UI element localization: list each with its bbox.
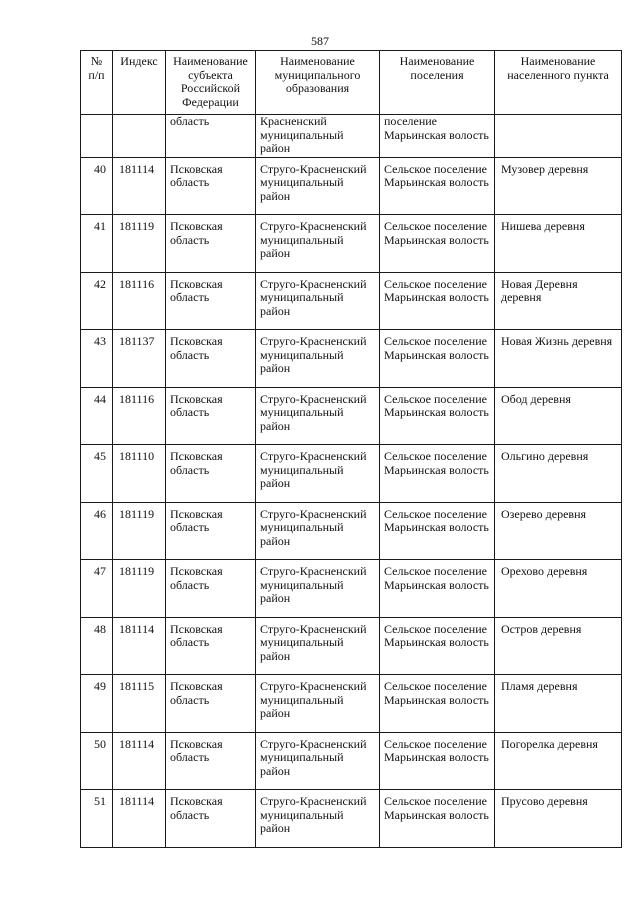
table-row — [81, 675, 622, 733]
cell-locality: Новая Жизнь деревня — [495, 330, 622, 388]
cell-index — [113, 115, 166, 158]
cell-number: 42 — [81, 272, 113, 330]
header-index: Индекс — [113, 51, 166, 115]
cell-index: 181119 — [113, 502, 166, 560]
table-row — [81, 330, 622, 388]
cell-index: 181114 — [113, 617, 166, 675]
cell-settlement: Сельское поселение Марьинская волость — [380, 215, 495, 273]
cell-settlement: Сельское поселение Марьинская волость — [380, 502, 495, 560]
header-region: Наименование субъекта Российской Федерации — [166, 51, 256, 115]
cell-index: 181137 — [113, 330, 166, 388]
header-municipality: Наименование муниципального образования — [256, 51, 380, 115]
header-number: № п/п — [81, 51, 113, 115]
cell-settlement: Сельское поселение Марьинская волость — [380, 445, 495, 503]
table-row — [81, 502, 622, 560]
cell-municipality: Струго-Красненский муниципальный район — [256, 330, 380, 388]
cell-number: 47 — [81, 560, 113, 618]
cell-index: 181116 — [113, 387, 166, 445]
settlements-table — [80, 50, 622, 848]
cell-municipality: Струго-Красненский муниципальный район — [256, 272, 380, 330]
cell-number: 48 — [81, 617, 113, 675]
cell-settlement: Сельское поселение Марьинская волость — [380, 560, 495, 618]
cell-index: 181119 — [113, 215, 166, 273]
cell-number: 50 — [81, 732, 113, 790]
cell-region: Псковская область — [166, 502, 256, 560]
table-row — [81, 387, 622, 445]
cell-locality: Музовер деревня — [495, 157, 622, 215]
cell-number — [81, 115, 113, 158]
cell-region: область — [166, 115, 256, 158]
cell-settlement: Сельское поселение Марьинская волость — [380, 157, 495, 215]
cell-locality: Погорелка деревня — [495, 732, 622, 790]
cell-number: 40 — [81, 157, 113, 215]
table-row — [81, 790, 622, 848]
cell-locality: Прусово деревня — [495, 790, 622, 848]
cell-municipality: Струго-Красненский муниципальный район — [256, 560, 380, 618]
cell-locality: Обод деревня — [495, 387, 622, 445]
cell-settlement: Сельское поселение Марьинская волость — [380, 330, 495, 388]
cell-locality: Нишева деревня — [495, 215, 622, 273]
cell-index: 181116 — [113, 272, 166, 330]
cell-municipality: Красненский муниципальный район — [256, 115, 380, 158]
cell-number: 43 — [81, 330, 113, 388]
cell-settlement: Сельское поселение Марьинская волость — [380, 732, 495, 790]
cell-number: 51 — [81, 790, 113, 848]
cell-locality: Остров деревня — [495, 617, 622, 675]
cell-index: 181110 — [113, 445, 166, 503]
header-locality: Наименование населенного пункта — [495, 51, 622, 115]
cell-region: Псковская область — [166, 330, 256, 388]
cell-region: Псковская область — [166, 215, 256, 273]
cell-locality: Озерево деревня — [495, 502, 622, 560]
cell-number: 45 — [81, 445, 113, 503]
cell-locality: Пламя деревня — [495, 675, 622, 733]
table-row — [81, 157, 622, 215]
cell-settlement: поселение Марьинская волость — [380, 115, 495, 158]
cell-municipality: Струго-Красненский муниципальный район — [256, 732, 380, 790]
cell-index: 181114 — [113, 732, 166, 790]
cell-number: 49 — [81, 675, 113, 733]
table-row — [81, 732, 622, 790]
cell-locality: Новая Деревня деревня — [495, 272, 622, 330]
cell-settlement: Сельское поселение Марьинская волость — [380, 790, 495, 848]
cell-number: 41 — [81, 215, 113, 273]
cell-number: 46 — [81, 502, 113, 560]
cell-locality: Ольгино деревня — [495, 445, 622, 503]
cell-settlement: Сельское поселение Марьинская волость — [380, 675, 495, 733]
cell-municipality: Струго-Краcненский муниципальный район — [256, 790, 380, 848]
cell-municipality: Струго-Красненский муниципальный район — [256, 502, 380, 560]
cell-locality: Орехово деревня — [495, 560, 622, 618]
cell-municipality: Струго-Красненский муниципальный район — [256, 445, 380, 503]
cell-number: 44 — [81, 387, 113, 445]
cell-region: Псковская область — [166, 675, 256, 733]
cell-settlement: Сельское поселение Марьинская волость — [380, 272, 495, 330]
cell-municipality: Струго-Красненский муниципальный район — [256, 215, 380, 273]
table-row — [81, 445, 622, 503]
table-row — [81, 215, 622, 273]
cell-municipality: Струго-Красненский муниципальный район — [256, 157, 380, 215]
cell-region: Псковская область — [166, 790, 256, 848]
cell-locality — [495, 115, 622, 158]
cell-municipality: Струго-Красненский муниципальный район — [256, 675, 380, 733]
cell-settlement: Сельское поселение Марьинская волость — [380, 617, 495, 675]
cell-region: Псковская область — [166, 732, 256, 790]
table-row — [81, 617, 622, 675]
table-body — [81, 115, 622, 848]
table-row-continuation — [81, 115, 622, 158]
table-row — [81, 272, 622, 330]
cell-settlement: Сельское поселение Марьинская волость — [380, 387, 495, 445]
cell-region: Псковская область — [166, 560, 256, 618]
cell-region: Псковская область — [166, 157, 256, 215]
cell-municipality: Струго-Красненский муниципальный район — [256, 387, 380, 445]
table-row — [81, 560, 622, 618]
cell-region: Псковская область — [166, 272, 256, 330]
cell-index: 181114 — [113, 157, 166, 215]
cell-region: Псковская область — [166, 445, 256, 503]
cell-index: 181115 — [113, 675, 166, 733]
header-settlement: Наименование поселения — [380, 51, 495, 115]
cell-region: Псковская область — [166, 387, 256, 445]
page-number: 587 — [311, 34, 329, 48]
cell-municipality: Струго-Красненский муниципальный район — [256, 617, 380, 675]
cell-index: 181119 — [113, 560, 166, 618]
table-header — [81, 51, 622, 115]
cell-index: 181114 — [113, 790, 166, 848]
cell-region: Псковская область — [166, 617, 256, 675]
